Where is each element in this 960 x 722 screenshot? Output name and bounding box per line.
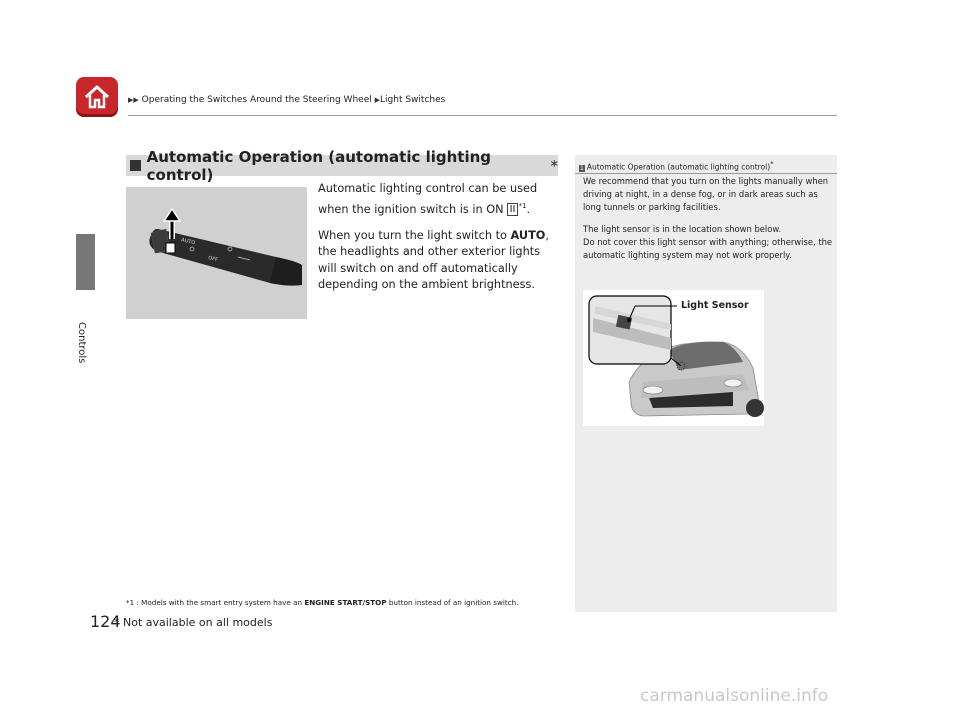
light-sensor-callout: Light Sensor [681,300,749,311]
heading-square-icon [130,160,141,171]
page-number: 124 [90,612,121,631]
section-asterisk: * [550,156,558,175]
body-text-span: , the headlights and other exterior lights will switch on and off automatically depending on the ambient brightness. [318,228,549,292]
sidebar-paragraph: We recommend that you turn on the lights manually when driving at night, in a dense fog, or in dark areas such as long tunnels or parking facilities. [583,176,829,213]
stalk-off-label: OFF [207,255,219,264]
sidebar-paragraph [583,223,833,263]
sidebar-ref-number: 1 [580,164,584,172]
body-paragraph [318,181,560,218]
footnote-reference: *1 [518,201,527,210]
footnote [126,598,519,607]
body-text-span: When you turn the light switch to [318,228,507,242]
sidebar-text-span: Do not cover this light sensor with anything; otherwise, the automatic lighting system may not work properly. [583,236,833,261]
breadcrumb-page[interactable]: Light Switches [380,95,446,105]
body-text-span: Automatic lighting control can be used when the ignition switch is in ON [318,182,538,216]
sidebar-title [579,160,774,172]
chapter-tab-marker [76,234,95,290]
footnote-text: Models with the smart entry system have an [141,598,303,607]
sidebar-divider [575,173,837,174]
section-title: Automatic Operation (automatic lighting control) [146,147,492,184]
stalk-auto-label: AUTO [180,237,196,247]
footnote-bold: ENGINE START/STOP [304,598,387,607]
footnote-mark: *1 : [126,598,142,607]
body-text-span: . [526,202,531,216]
light-switch-illustration [126,187,307,319]
breadcrumb [128,95,445,105]
footnote-text: button instead of an ignition switch. [388,598,519,607]
breadcrumb-arrow-icon: ▶ [374,96,381,104]
body-text [318,181,560,304]
sidebar-text [583,175,833,270]
body-paragraph [318,228,560,294]
home-icon[interactable] [76,77,118,117]
ignition-position-key: II [507,203,519,216]
chapter-tab-label: Controls [76,322,87,364]
auto-label: AUTO [510,228,546,242]
header-divider [128,115,837,116]
section-heading [126,147,558,184]
breadcrumb-arrow-icon: ▶▶ [128,96,139,104]
sidebar-title-text: Automatic Operation (automatic lighting control) [586,162,771,172]
watermark: carmanualsonline.info [640,686,829,706]
sidebar-text-span: The light sensor is in the location shown below. [583,223,782,234]
breadcrumb-section[interactable]: Operating the Switches Around the Steering Wheel [141,95,372,105]
availability-note: * Not available on all models [114,616,273,629]
sidebar-asterisk: * [770,160,774,168]
